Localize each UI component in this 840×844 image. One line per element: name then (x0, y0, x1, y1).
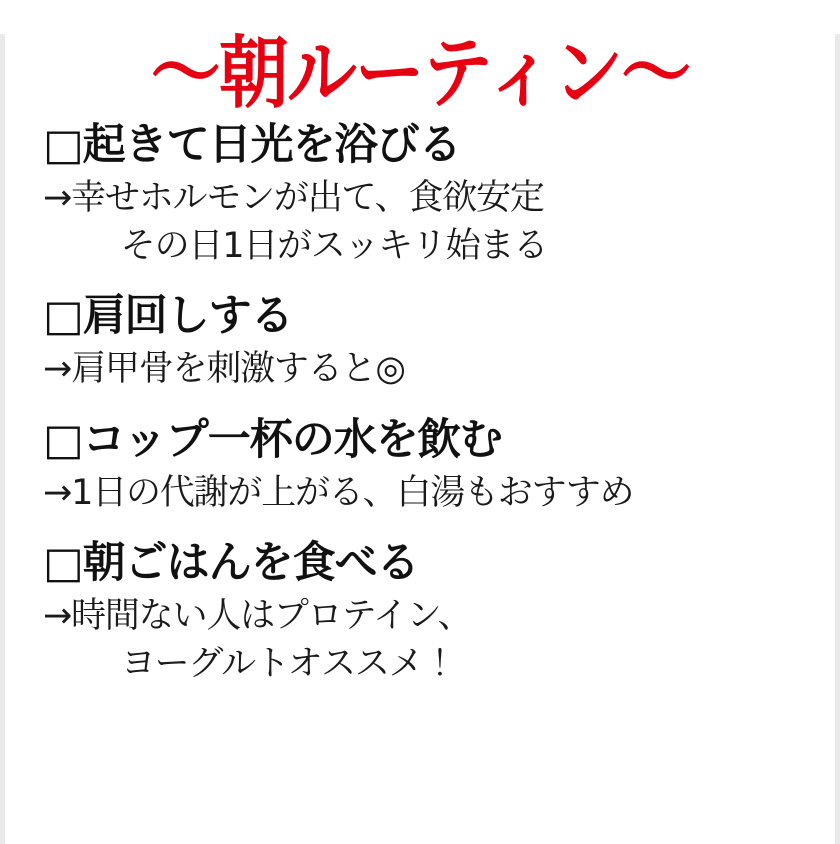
document-page (0, 26, 840, 844)
routine-heading: □起きて日光を浴びる (43, 120, 461, 170)
spacer (39, 275, 801, 289)
routine-heading: □コップ一杯の水を飲む (43, 414, 502, 465)
spacer (39, 522, 801, 536)
routine-detail: →時間ない人はプロテイン、 (43, 595, 472, 636)
spacer (39, 399, 801, 413)
routine-detail: ヨーグルトオススメ！ (87, 644, 457, 685)
routine-item-1 (39, 118, 801, 269)
routine-item-4 (39, 536, 801, 687)
routine-detail: →幸せホルモンが出て、食欲安定 (43, 178, 544, 219)
page-title: 〜朝ルーティン〜 (150, 26, 690, 120)
routine-detail: →1日の代謝が上がる、白湯もおすすめ (43, 472, 634, 513)
routine-heading: □朝ごはんを食べる (43, 537, 419, 588)
routine-item-2 (39, 289, 801, 392)
routine-heading: □肩回しする (43, 291, 293, 342)
routine-detail: その日1日がスッキリ始まる (87, 226, 548, 267)
routine-item-3 (39, 413, 801, 516)
routine-detail: →肩甲骨を刺激すると◎ (43, 349, 405, 390)
